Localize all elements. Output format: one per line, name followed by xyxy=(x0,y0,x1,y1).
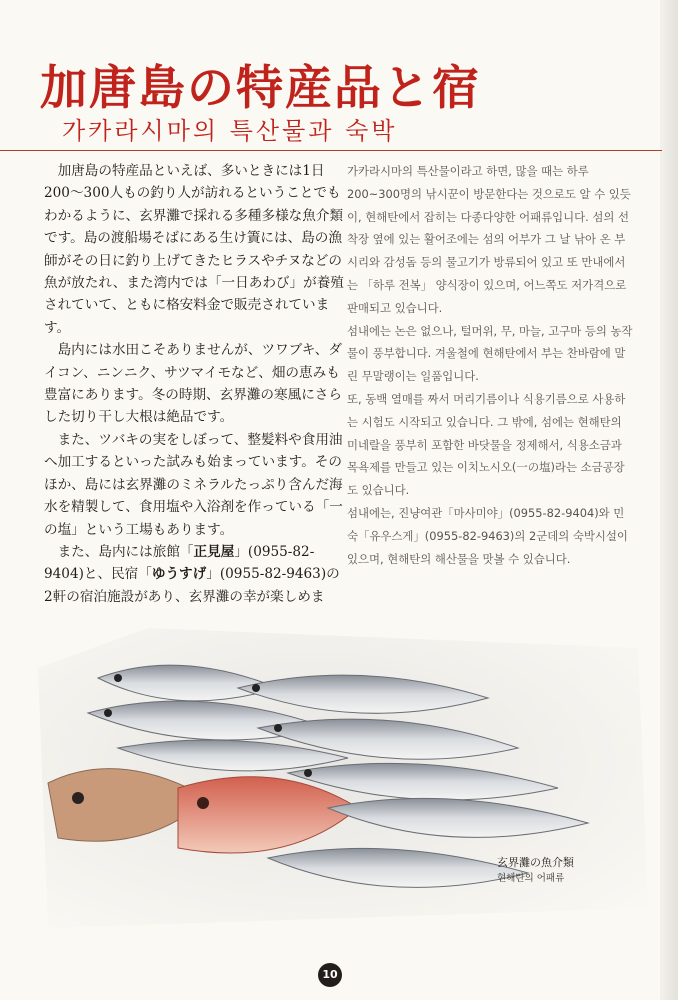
article-korean xyxy=(347,160,635,570)
photo-caption-ko: 현해탄의 어패류 xyxy=(497,873,565,884)
ja-p4-text-b: 」(0955-82-9404)と、民宿「 xyxy=(44,543,315,583)
ko-paragraph-3: 또, 동백 열매를 짜서 머리기름이나 식용기름으로 사용하는 시험도 시작되고 있습니다. 그 밖에, 섬에는 현해탄의 미네랄을 풍부히 포함한 바닷물을 정제해서, 식용소금과 목욕제를 만들고 있는 이치노시오(一の塩)라는 소금공장도 있습니다. xyxy=(347,391,626,498)
ko-paragraph-1: 가카라시마의 특산물이라고 하면, 많을 때는 하루 200~300명의 낚시꾼이 방문한다는 것으로도 알 수 있듯이, 현해탄에서 잡히는 다종다양한 어패류입니다. 섬의 선착장 옆에 있는 활어조에는 섬의 어부가 그 날 낚아 온 부시리와 감성돔 등의 물고기가 방류되어 있고 또 만내에서는 「하루 전복」 양식장이 있으며, 어느쪽도 저가격으로 판매되고 있습니다. xyxy=(347,164,631,315)
photo-caption xyxy=(497,855,574,886)
inn-name-masamiya: 正見屋 xyxy=(193,543,235,560)
minshuku-name-yuusuge: ゆうすげ xyxy=(151,566,207,583)
ko-paragraph-4: 섬내에는, 진냥여관「마사미야」(0955-82-9404)와 민숙「유우스게」(0955-82-9463)의 2군데의 숙박시설이 있으며, 현해탄의 해산물을 맛볼 수 있습니다. xyxy=(347,505,628,566)
title-rule xyxy=(0,150,662,151)
page-title: 加唐島の特産品と宿 xyxy=(40,61,481,116)
article-japanese xyxy=(44,160,344,631)
page-edge xyxy=(660,0,678,1000)
ja-p4-text-c: 」(0955-82-9463)の2軒の宿泊施設があり、玄界灘の幸が楽しめま xyxy=(44,566,340,605)
page-number: 10 xyxy=(318,963,342,987)
photo-caption-ja: 玄界灘の魚介類 xyxy=(497,856,574,869)
ja-paragraph-3: また、ツバキの実をしぼって、整髪料や食用油へ加工するといった試みも始まっています。そのほか、島には玄界灘のミネラルたっぷり含んだ海水を精製して、食用塩や入浴剤を作っている「一の塩」という工場もあります。 xyxy=(44,431,343,538)
page-subtitle-korean: 가카라시마의 특산물과 숙박 xyxy=(62,117,398,145)
ja-paragraph-2: 島内には水田こそありませんが、ツワブキ、ダイコン、ニンニク、サツマイモなど、畑の恵みも豊富にあります。冬の時期、玄界灘の寒風にさらした切り干し大根は絶品です。 xyxy=(44,342,342,426)
ko-paragraph-2: 섬내에는 논은 없으나, 털머위, 무, 마늘, 고구마 등의 농작물이 풍부합니다. 겨울철에 현해탄에서 부는 찬바람에 말린 무말랭이는 일품입니다. xyxy=(347,323,633,384)
ja-p4-text-a: また、島内には旅館「 xyxy=(57,543,194,560)
ja-paragraph-1: 加唐島の特産品といえば、多いときには1日200～300人もの釣り人が訪れるということでもわかるように、玄界灘で採れる多種多様な魚介類です。島の渡船場そばにある生け簀には、島の漁師がその日に釣り上げてきたヒラスやチヌなどの魚が放たれ、また湾内では「一日あわび」が養殖されていて、ともに格安料金で販売されています。 xyxy=(44,163,344,336)
